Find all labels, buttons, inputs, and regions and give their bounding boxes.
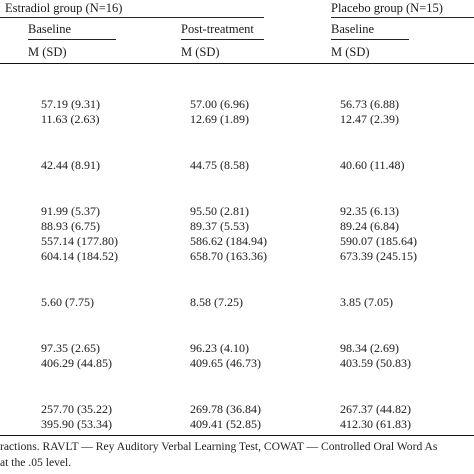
cell-estradiol-post: 44.75 (8.58) bbox=[190, 158, 249, 172]
baseline-placebo-underline bbox=[331, 39, 409, 40]
cell-estradiol-post: 89.37 (5.53) bbox=[190, 219, 249, 233]
cell-placebo-baseline: 92.35 (6.13) bbox=[340, 204, 399, 218]
placebo-group-header: Placebo group (N=15) bbox=[331, 1, 443, 15]
cell-placebo-baseline: 98.34 (2.69) bbox=[340, 341, 399, 355]
cell-estradiol-post: 12.69 (1.89) bbox=[190, 112, 249, 126]
msd-header-3: M (SD) bbox=[331, 45, 370, 59]
cell-placebo-baseline: 267.37 (44.82) bbox=[340, 402, 411, 416]
cell-estradiol-post: 586.62 (184.94) bbox=[190, 234, 267, 248]
cell-placebo-baseline: 89.24 (6.84) bbox=[340, 219, 399, 233]
cell-placebo-baseline: 12.47 (2.39) bbox=[340, 112, 399, 126]
baseline-estradiol-underline bbox=[28, 39, 116, 40]
col-header-baseline-estradiol: Baseline bbox=[28, 22, 72, 36]
footnote-line-2: at the .05 level. bbox=[0, 456, 72, 469]
cell-placebo-baseline: 412.30 (61.83) bbox=[340, 417, 411, 431]
cell-estradiol-baseline: 11.63 (2.63) bbox=[41, 112, 100, 126]
post-treatment-underline bbox=[181, 39, 264, 40]
cell-estradiol-post: 96.23 (4.10) bbox=[190, 341, 249, 355]
cell-placebo-baseline: 3.85 (7.05) bbox=[340, 295, 393, 309]
cell-estradiol-baseline: 97.35 (2.65) bbox=[41, 341, 100, 355]
placebo-group-underline bbox=[331, 17, 474, 18]
cell-estradiol-post: 269.78 (36.84) bbox=[190, 402, 261, 416]
cell-placebo-baseline: 56.73 (6.88) bbox=[340, 97, 399, 111]
estradiol-group-header: Estradiol group (N=16) bbox=[5, 1, 123, 15]
cell-estradiol-baseline: 57.19 (9.31) bbox=[41, 97, 100, 111]
cell-estradiol-baseline: 42.44 (8.91) bbox=[41, 158, 100, 172]
msd-header-2: M (SD) bbox=[181, 45, 220, 59]
cell-estradiol-post: 658.70 (163.36) bbox=[190, 249, 267, 263]
cell-placebo-baseline: 403.59 (50.83) bbox=[340, 356, 411, 370]
cell-estradiol-post: 8.58 (7.25) bbox=[190, 295, 243, 309]
cell-estradiol-baseline: 88.93 (6.75) bbox=[41, 219, 100, 233]
cell-estradiol-baseline: 5.60 (7.75) bbox=[41, 295, 94, 309]
cell-estradiol-post: 95.50 (2.81) bbox=[190, 204, 249, 218]
col-header-baseline-placebo: Baseline bbox=[331, 22, 375, 36]
cell-estradiol-baseline: 91.99 (5.37) bbox=[41, 204, 100, 218]
cell-estradiol-post: 57.00 (6.96) bbox=[190, 97, 249, 111]
table-bottom-rule bbox=[0, 435, 474, 436]
cell-estradiol-post: 409.65 (46.73) bbox=[190, 356, 261, 370]
cell-estradiol-post: 409.41 (52.85) bbox=[190, 417, 261, 431]
cell-placebo-baseline: 673.39 (245.15) bbox=[340, 249, 417, 263]
msd-header-1: M (SD) bbox=[28, 45, 67, 59]
estradiol-group-underline bbox=[0, 17, 264, 18]
cell-placebo-baseline: 40.60 (11.48) bbox=[340, 158, 405, 172]
header-bottom-rule bbox=[0, 63, 474, 64]
cell-estradiol-baseline: 395.90 (53.34) bbox=[41, 417, 112, 431]
cell-placebo-baseline: 590.07 (185.64) bbox=[340, 234, 417, 248]
footnote-line-1: ractions. RAVLT — Rey Auditory Verbal Learning Test, COWAT — Controlled Oral Word As bbox=[0, 440, 438, 453]
col-header-post-treatment: Post-treatment bbox=[181, 22, 254, 36]
cell-estradiol-baseline: 604.14 (184.52) bbox=[41, 249, 118, 263]
cell-estradiol-baseline: 557.14 (177.80) bbox=[41, 234, 118, 248]
cell-estradiol-baseline: 406.29 (44.85) bbox=[41, 356, 112, 370]
cell-estradiol-baseline: 257.70 (35.22) bbox=[41, 402, 112, 416]
